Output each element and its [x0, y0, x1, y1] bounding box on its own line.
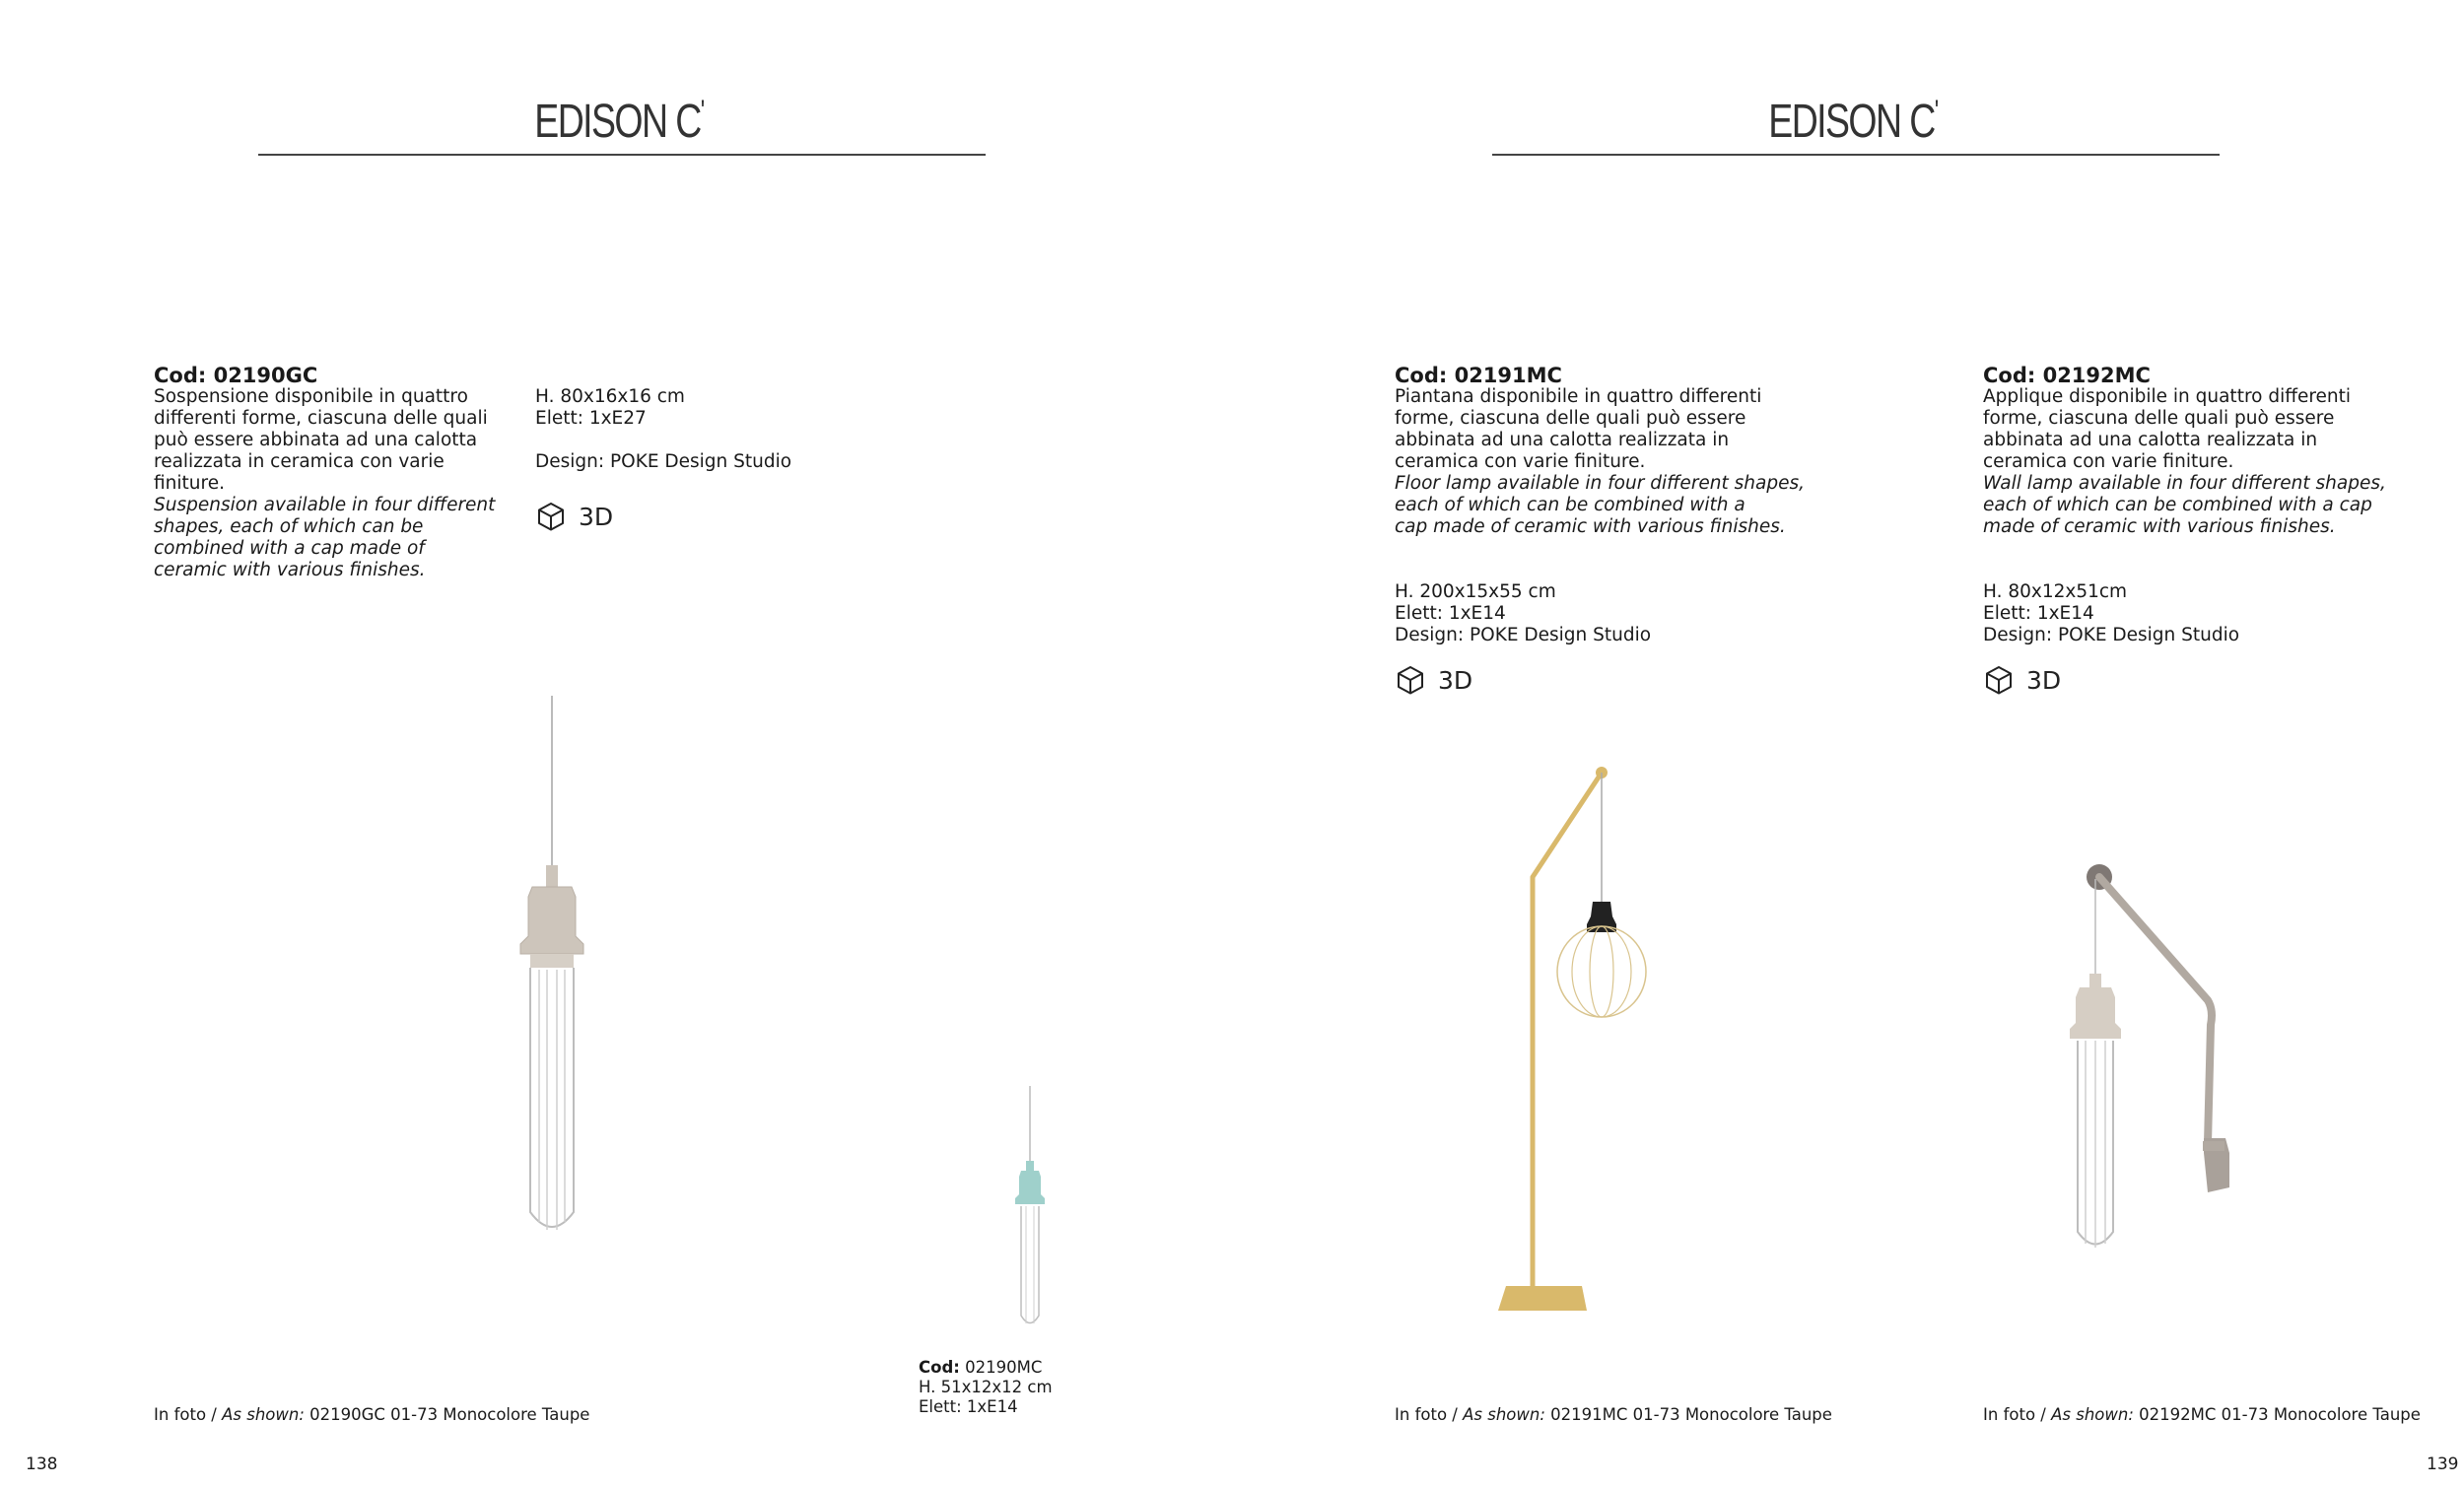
floor-lamp-photo-caption: In foto / As shown: 02191MC 01-73 Monocolore Taupe [1395, 1405, 1832, 1424]
cube-icon [535, 501, 567, 532]
dimensions: H. 80x12x51cm [1983, 581, 2128, 602]
floor-lamp-image [1488, 759, 1666, 1330]
variant-electrical: Elett: 1xE14 [919, 1397, 1018, 1416]
desc-it-line: abbinata ad una calotta realizzata in [1983, 430, 2318, 450]
desc-en-line: each of which can be combined with a [1395, 495, 1745, 515]
electrical: Elett: 1xE14 [1983, 603, 2094, 624]
variant-code-label: Cod: [919, 1358, 960, 1377]
desc-it-line: ceramica con varie finiture. [1983, 451, 2234, 472]
desc-en-line: made of ceramic with various finishes. [1983, 516, 2336, 537]
page-number-right: 139 [2427, 1455, 2459, 1474]
designer: Design: POKE Design Studio [1395, 625, 1652, 645]
left-product-specs [535, 386, 831, 473]
desc-en-line: ceramic with various finishes. [154, 560, 426, 580]
desc-en-line: shapes, each of which can be [154, 516, 424, 537]
desc-it-line: differenti forme, ciascuna delle quali [154, 408, 488, 429]
cube-icon [1395, 664, 1426, 696]
left-page-title: EDISON C' [534, 95, 704, 148]
variant-dimensions: H. 51x12x12 cm [919, 1378, 1053, 1396]
desc-it-line: realizzata in ceramica con varie [154, 451, 445, 472]
desc-en-line: Wall lamp available in four different shapes, [1983, 473, 2386, 494]
desc-en-line: Floor lamp available in four different shapes, [1395, 473, 1806, 494]
pendant-lamp-mint-image [1007, 1084, 1053, 1330]
dimensions: H. 200x15x55 cm [1395, 581, 1556, 602]
3d-label: 3D [2026, 665, 2062, 695]
desc-it-line: Piantana disponibile in quattro differenti [1395, 386, 1762, 407]
electrical: Elett: 1xE27 [535, 408, 647, 429]
left-product-description [154, 365, 509, 581]
wall-lamp-image [2050, 857, 2277, 1271]
3d-label: 3D [579, 502, 614, 531]
page-number-left: 138 [26, 1455, 58, 1474]
designer: Design: POKE Design Studio [1983, 625, 2240, 645]
left-3d-link[interactable] [535, 501, 613, 532]
desc-it-line: può essere abbinata ad una calotta [154, 430, 478, 450]
3d-label: 3D [1438, 665, 1473, 695]
desc-it-line: Sospensione disponibile in quattro [154, 386, 468, 407]
desc-en-line: each of which can be combined with a cap [1983, 495, 2372, 515]
desc-en-line: combined with a cap made of [154, 538, 425, 559]
dimensions: H. 80x16x16 cm [535, 386, 685, 407]
desc-it-line: forme, ciascuna delle quali può essere [1395, 408, 1746, 429]
wall-lamp-3d-link[interactable] [1983, 664, 2061, 696]
cube-icon [1983, 664, 2015, 696]
variant-code: 02190MC [959, 1358, 1043, 1377]
pendant-lamp-taupe-image [493, 690, 611, 1242]
right-page-title: EDISON C' [1768, 95, 1938, 148]
wall-lamp-photo-caption: In foto / As shown: 02192MC 01-73 Monocolore Taupe [1983, 1405, 2421, 1424]
designer: Design: POKE Design Studio [535, 451, 792, 472]
product-code: Cod: 02190GC [154, 364, 318, 387]
desc-en-line: cap made of ceramic with various finishes. [1395, 516, 1786, 537]
desc-it-line: ceramica con varie finiture. [1395, 451, 1646, 472]
floor-lamp-3d-link[interactable] [1395, 664, 1472, 696]
desc-en-line: Suspension available in four different [154, 495, 496, 515]
product-code: Cod: 02192MC [1983, 364, 2151, 387]
variant-specs [919, 1358, 1053, 1417]
right-title-rule [1492, 154, 2220, 156]
desc-it-line: abbinata ad una calotta realizzata in [1395, 430, 1730, 450]
electrical: Elett: 1xE14 [1395, 603, 1506, 624]
desc-it-line: Applique disponibile in quattro differenti [1983, 386, 2352, 407]
desc-it-line: forme, ciascuna delle quali può essere [1983, 408, 2335, 429]
left-photo-caption: In foto / As shown: 02190GC 01-73 Monocolore Taupe [154, 1405, 590, 1424]
wall-lamp-description [1983, 365, 2407, 646]
product-code: Cod: 02191MC [1395, 364, 1562, 387]
desc-it-line: finiture. [154, 473, 225, 494]
floor-lamp-description [1395, 365, 1809, 646]
left-title-rule [258, 154, 986, 156]
